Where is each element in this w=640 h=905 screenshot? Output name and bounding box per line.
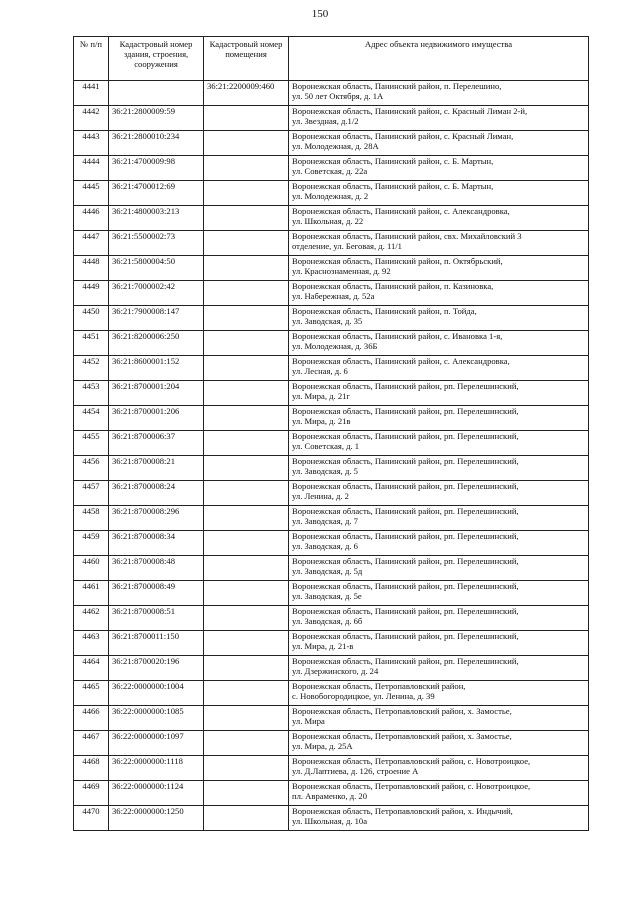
building-cadastral-number: 36:21:8700008:34 — [109, 531, 204, 556]
address-line-2: ул. Д.Лаптиева, д. 126, строение А — [292, 766, 419, 776]
row-number: 4465 — [74, 681, 109, 706]
building-cadastral-number: 36:22:0000000:1124 — [109, 781, 204, 806]
address-line-1: Воронежская область, Петропавловский район, с. Новотроицкое, — [292, 781, 531, 791]
row-number: 4468 — [74, 756, 109, 781]
premises-cadastral-number — [204, 456, 289, 481]
building-cadastral-number: 36:21:8700020:196 — [109, 656, 204, 681]
address-cell — [289, 281, 589, 306]
address-line-2: ул. Заводская, д. 5е — [292, 591, 362, 601]
address-cell — [289, 506, 589, 531]
address-line-2: ул. Ленина, д. 2 — [292, 491, 349, 501]
row-number: 4458 — [74, 506, 109, 531]
table-row — [74, 806, 589, 831]
address-line-1: Воронежская область, Петропавловский район, х. Индычий, — [292, 806, 513, 816]
premises-cadastral-number — [204, 306, 289, 331]
address-line-2: ул. Заводская, д. 6б — [292, 616, 363, 626]
premises-cadastral-number — [204, 156, 289, 181]
row-number: 4452 — [74, 356, 109, 381]
premises-cadastral-number — [204, 131, 289, 156]
row-number: 4467 — [74, 731, 109, 756]
table-row — [74, 331, 589, 356]
address-line-1: Воронежская область, Панинский район, рп. Перелешинский, — [292, 631, 519, 641]
row-number: 4444 — [74, 156, 109, 181]
address-cell — [289, 81, 589, 106]
row-number: 4445 — [74, 181, 109, 206]
row-number: 4466 — [74, 706, 109, 731]
address-line-2: с. Новобогородицкое, ул. Ленина, д. 39 — [292, 691, 435, 701]
premises-cadastral-number — [204, 731, 289, 756]
row-number: 4457 — [74, 481, 109, 506]
premises-cadastral-number — [204, 706, 289, 731]
address-line-1: Воронежская область, Панинский район, рп. Перелешинский, — [292, 456, 519, 466]
row-number: 4448 — [74, 256, 109, 281]
address-line-1: Воронежская область, Панинский район, рп. Перелешинский, — [292, 431, 519, 441]
building-cadastral-number: 36:22:0000000:1250 — [109, 806, 204, 831]
table-row — [74, 206, 589, 231]
address-line-2: пл. Авраменко, д. 20 — [292, 791, 368, 801]
premises-cadastral-number — [204, 806, 289, 831]
premises-cadastral-number — [204, 181, 289, 206]
building-cadastral-number: 36:21:8700006:37 — [109, 431, 204, 456]
building-cadastral-number: 36:21:5800004:50 — [109, 256, 204, 281]
header-building-cadastral: Кадастровый номер здания, строения, сооружения — [109, 37, 204, 81]
address-cell — [289, 781, 589, 806]
address-line-1: Воронежская область, Петропавловский район, с. Новотроицкое, — [292, 756, 531, 766]
address-line-1: Воронежская область, Панинский район, рп. Перелешинский, — [292, 381, 519, 391]
premises-cadastral-number — [204, 431, 289, 456]
building-cadastral-number: 36:22:0000000:1085 — [109, 706, 204, 731]
table-row — [74, 456, 589, 481]
address-cell — [289, 456, 589, 481]
address-cell — [289, 356, 589, 381]
building-cadastral-number: 36:21:8700008:51 — [109, 606, 204, 631]
table-row — [74, 131, 589, 156]
address-line-2: ул. Звездная, д.1/2 — [292, 116, 359, 126]
premises-cadastral-number — [204, 231, 289, 256]
address-line-1: Воронежская область, Панинский район, с. Б. Мартын, — [292, 181, 494, 191]
address-cell — [289, 731, 589, 756]
row-number: 4449 — [74, 281, 109, 306]
address-cell — [289, 231, 589, 256]
building-cadastral-number: 36:21:2800010:234 — [109, 131, 204, 156]
table-row — [74, 181, 589, 206]
building-cadastral-number: 36:21:8600001:152 — [109, 356, 204, 381]
premises-cadastral-number — [204, 356, 289, 381]
address-line-1: Воронежская область, Петропавловский район, — [292, 681, 466, 691]
address-line-2: ул. Мира, д. 21в — [292, 416, 351, 426]
table-row — [74, 231, 589, 256]
address-line-1: Воронежская область, Панинский район, п. Перелешино, — [292, 81, 502, 91]
building-cadastral-number: 36:22:0000000:1118 — [109, 756, 204, 781]
address-line-1: Воронежская область, Панинский район, с. Красный Лиман, — [292, 131, 514, 141]
address-line-2: ул. Заводская, д. 5 — [292, 466, 358, 476]
row-number: 4461 — [74, 581, 109, 606]
row-number: 4450 — [74, 306, 109, 331]
building-cadastral-number: 36:21:8700008:49 — [109, 581, 204, 606]
address-cell — [289, 756, 589, 781]
address-line-1: Воронежская область, Панинский район, рп. Перелешинский, — [292, 656, 519, 666]
address-line-2: ул. Заводская, д. 6 — [292, 541, 358, 551]
building-cadastral-number: 36:21:8700001:204 — [109, 381, 204, 406]
premises-cadastral-number — [204, 331, 289, 356]
building-cadastral-number: 36:21:8700008:296 — [109, 506, 204, 531]
premises-cadastral-number — [204, 631, 289, 656]
building-cadastral-number: 36:21:8700008:24 — [109, 481, 204, 506]
row-number: 4443 — [74, 131, 109, 156]
table-row — [74, 556, 589, 581]
address-line-1: Воронежская область, Панинский район, рп. Перелешинский, — [292, 481, 519, 491]
address-cell — [289, 406, 589, 431]
address-cell — [289, 681, 589, 706]
building-cadastral-number: 36:21:8700001:206 — [109, 406, 204, 431]
address-line-2: ул. Лесная, д. 6 — [292, 366, 348, 376]
building-cadastral-number: 36:22:0000000:1097 — [109, 731, 204, 756]
address-line-1: Воронежская область, Панинский район, рп. Перелешинский, — [292, 406, 519, 416]
address-line-2: ул. 50 лет Октября, д. 1А — [292, 91, 384, 101]
address-line-2: ул. Школьная, д. 10а — [292, 816, 368, 826]
address-cell — [289, 181, 589, 206]
address-line-2: ул. Школьная, д. 22 — [292, 216, 364, 226]
premises-cadastral-number — [204, 556, 289, 581]
address-line-1: Воронежская область, Панинский район, с. Александровка, — [292, 356, 510, 366]
header-num: № п/п — [74, 37, 109, 81]
premises-cadastral-number — [204, 506, 289, 531]
address-line-2: ул. Мира — [292, 716, 325, 726]
address-line-2: ул. Краснознаменная, д. 92 — [292, 266, 391, 276]
address-cell — [289, 556, 589, 581]
table-row — [74, 531, 589, 556]
row-number: 4454 — [74, 406, 109, 431]
table-row — [74, 506, 589, 531]
table-row — [74, 306, 589, 331]
table-row — [74, 656, 589, 681]
address-cell — [289, 606, 589, 631]
table-row — [74, 106, 589, 131]
address-line-2: ул. Мира, д. 21-в — [292, 641, 354, 651]
address-line-1: Воронежская область, Панинский район, с. Красный Лиман 2-й, — [292, 106, 528, 116]
address-line-2: ул. Молодежная, д. 2 — [292, 191, 369, 201]
building-cadastral-number — [109, 81, 204, 106]
row-number: 4451 — [74, 331, 109, 356]
table-row — [74, 256, 589, 281]
building-cadastral-number: 36:21:8700008:21 — [109, 456, 204, 481]
page-number: 150 — [311, 8, 329, 20]
address-line-2: ул. Мира, д. 21г — [292, 391, 350, 401]
premises-cadastral-number — [204, 256, 289, 281]
table-row — [74, 731, 589, 756]
address-line-1: Воронежская область, Панинский район, п. Казиновка, — [292, 281, 494, 291]
table-row — [74, 381, 589, 406]
row-number: 4453 — [74, 381, 109, 406]
address-line-1: Воронежская область, Панинский район, рп. Перелешинский, — [292, 606, 519, 616]
address-line-2: ул. Советская, д. 22а — [292, 166, 368, 176]
premises-cadastral-number — [204, 381, 289, 406]
building-cadastral-number: 36:21:5500002:73 — [109, 231, 204, 256]
premises-cadastral-number — [204, 281, 289, 306]
table-row — [74, 681, 589, 706]
table-row — [74, 481, 589, 506]
table-row — [74, 631, 589, 656]
table-row — [74, 406, 589, 431]
address-cell — [289, 431, 589, 456]
table-row — [74, 431, 589, 456]
building-cadastral-number: 36:22:0000000:1004 — [109, 681, 204, 706]
building-cadastral-number: 36:21:8200006:250 — [109, 331, 204, 356]
table-row — [74, 606, 589, 631]
row-number: 4460 — [74, 556, 109, 581]
address-line-1: Воронежская область, Панинский район, рп. Перелешинский, — [292, 556, 519, 566]
building-cadastral-number: 36:21:4700009:98 — [109, 156, 204, 181]
premises-cadastral-number — [204, 781, 289, 806]
address-cell — [289, 381, 589, 406]
table-body — [74, 81, 589, 831]
row-number: 4441 — [74, 81, 109, 106]
address-line-2: ул. Молодежная, д. 28А — [292, 141, 379, 151]
building-cadastral-number: 36:21:2800009:59 — [109, 106, 204, 131]
premises-cadastral-number — [204, 681, 289, 706]
row-number: 4464 — [74, 656, 109, 681]
address-cell — [289, 481, 589, 506]
premises-cadastral-number — [204, 756, 289, 781]
address-cell — [289, 306, 589, 331]
address-cell — [289, 531, 589, 556]
address-cell — [289, 656, 589, 681]
address-line-2: ул. Советская, д. 1 — [292, 441, 360, 451]
address-line-1: Воронежская область, Панинский район, с. Б. Мартын, — [292, 156, 494, 166]
row-number: 4442 — [74, 106, 109, 131]
address-line-1: Воронежская область, Панинский район, с. Александровка, — [292, 206, 510, 216]
building-cadastral-number: 36:21:4800003:213 — [109, 206, 204, 231]
building-cadastral-number: 36:21:7000002:42 — [109, 281, 204, 306]
address-line-2: ул. Заводская, д. 35 — [292, 316, 363, 326]
premises-cadastral-number — [204, 606, 289, 631]
address-cell — [289, 631, 589, 656]
address-line-1: Воронежская область, Панинский район, рп. Перелешинский, — [292, 581, 519, 591]
premises-cadastral-number — [204, 106, 289, 131]
address-line-1: Воронежская область, Панинский район, свх. Михайловский 3 — [292, 231, 522, 241]
row-number: 4463 — [74, 631, 109, 656]
row-number: 4447 — [74, 231, 109, 256]
registry-table — [73, 36, 589, 831]
address-cell — [289, 206, 589, 231]
premises-cadastral-number — [204, 481, 289, 506]
address-line-1: Воронежская область, Панинский район, с. Ивановка 1-я, — [292, 331, 503, 341]
address-line-1: Воронежская область, Петропавловский район, х. Замостье, — [292, 706, 512, 716]
row-number: 4455 — [74, 431, 109, 456]
row-number: 4456 — [74, 456, 109, 481]
address-cell — [289, 331, 589, 356]
premises-cadastral-number — [204, 406, 289, 431]
address-cell — [289, 156, 589, 181]
building-cadastral-number: 36:21:7900008:147 — [109, 306, 204, 331]
table-row — [74, 756, 589, 781]
address-cell — [289, 256, 589, 281]
row-number: 4469 — [74, 781, 109, 806]
address-cell — [289, 706, 589, 731]
row-number: 4446 — [74, 206, 109, 231]
premises-cadastral-number — [204, 531, 289, 556]
table-row — [74, 156, 589, 181]
address-line-1: Воронежская область, Панинский район, рп. Перелешинский, — [292, 531, 519, 541]
address-line-1: Воронежская область, Панинский район, рп. Перелешинский, — [292, 506, 519, 516]
address-line-1: Воронежская область, Панинский район, п. Октябрьский, — [292, 256, 503, 266]
premises-cadastral-number — [204, 656, 289, 681]
address-line-1: Воронежская область, Панинский район, п. Тойда, — [292, 306, 477, 316]
premises-cadastral-number — [204, 581, 289, 606]
table-row — [74, 356, 589, 381]
address-line-2: ул. Набережная, д. 52а — [292, 291, 375, 301]
address-line-2: ул. Заводская, д. 7 — [292, 516, 358, 526]
address-line-2: ул. Заводская, д. 5д — [292, 566, 363, 576]
row-number: 4470 — [74, 806, 109, 831]
header-premises-cadastral: Кадастровый номер помещения — [204, 37, 289, 81]
address-cell — [289, 106, 589, 131]
address-line-2: отделение, ул. Беговая, д. 11/1 — [292, 241, 402, 251]
table-row — [74, 781, 589, 806]
address-line-1: Воронежская область, Петропавловский район, х. Замостье, — [292, 731, 512, 741]
address-line-2: ул. Молодежная, д. 36Б — [292, 341, 378, 351]
building-cadastral-number: 36:21:8700008:48 — [109, 556, 204, 581]
table-row — [74, 581, 589, 606]
header-address: Адрес объекта недвижимого имущества — [289, 37, 589, 81]
premises-cadastral-number: 36:21:2200009:460 — [204, 81, 289, 106]
table-header-row — [74, 37, 589, 81]
address-cell — [289, 131, 589, 156]
premises-cadastral-number — [204, 206, 289, 231]
address-line-2: ул. Дзержинского, д. 24 — [292, 666, 379, 676]
address-line-2: ул. Мира, д. 25А — [292, 741, 353, 751]
row-number: 4462 — [74, 606, 109, 631]
row-number: 4459 — [74, 531, 109, 556]
table-row — [74, 81, 589, 106]
address-cell — [289, 806, 589, 831]
table-row — [74, 281, 589, 306]
address-cell — [289, 581, 589, 606]
table-row — [74, 706, 589, 731]
building-cadastral-number: 36:21:8700011:150 — [109, 631, 204, 656]
building-cadastral-number: 36:21:4700012:69 — [109, 181, 204, 206]
